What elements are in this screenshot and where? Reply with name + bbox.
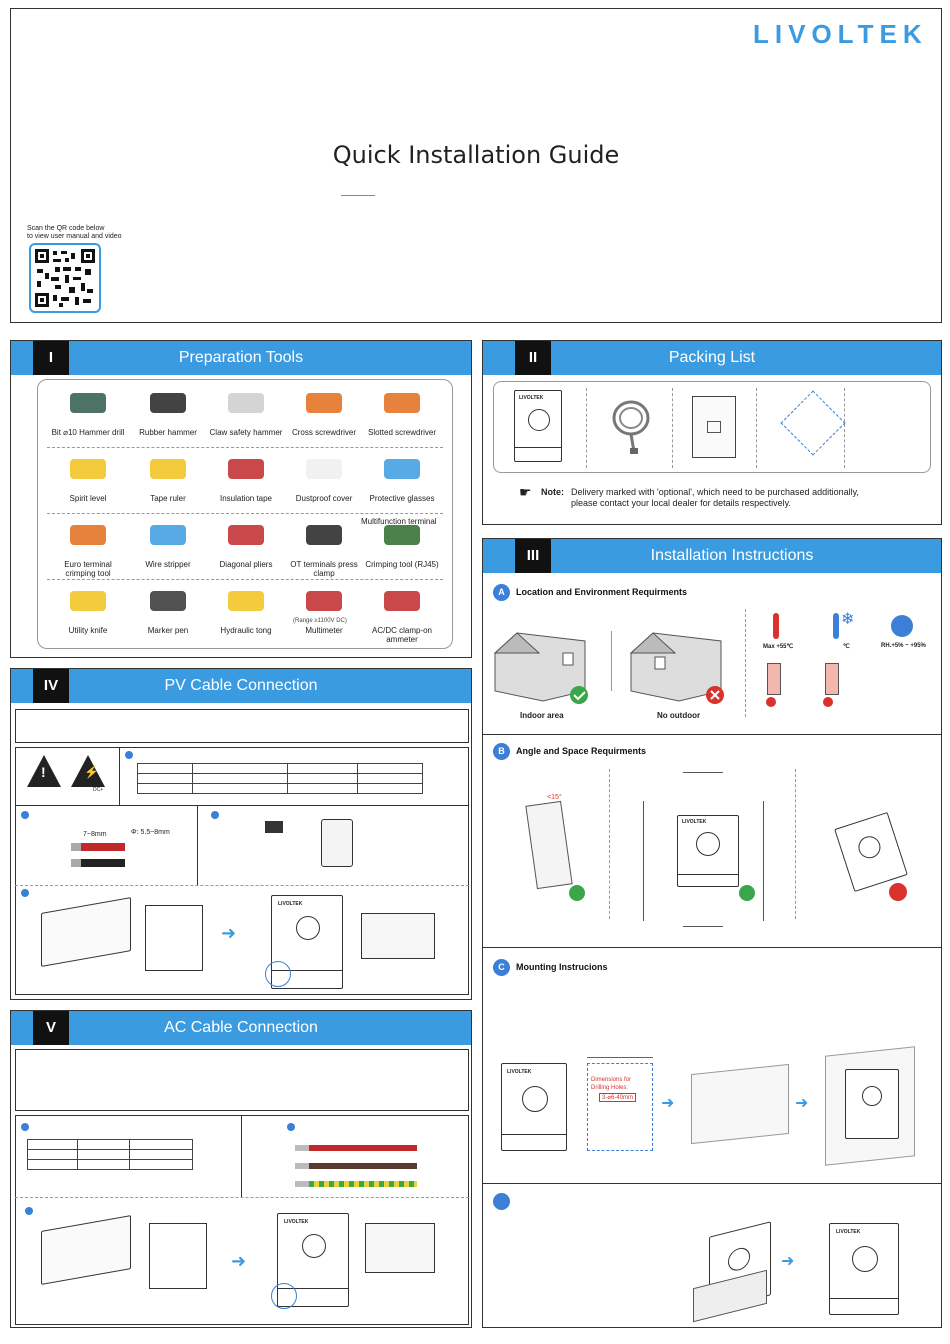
humidity-label: RH.+5% ~ +95% bbox=[881, 643, 926, 649]
ac-red-wire bbox=[295, 1145, 417, 1151]
wall-heat-icon-2 bbox=[825, 663, 839, 695]
tools-panel bbox=[10, 340, 472, 658]
section-number: V bbox=[33, 1011, 69, 1045]
tool-label: Cross screwdriver bbox=[291, 428, 356, 437]
no-icon-2 bbox=[823, 697, 833, 707]
tool-8 bbox=[285, 451, 363, 503]
tool-label: Crimping tool (RJ45) bbox=[365, 560, 439, 569]
cable-icon bbox=[606, 396, 656, 456]
pv-connector-detail bbox=[361, 913, 435, 959]
arrow-icon-2: ➜ bbox=[795, 1095, 809, 1112]
pv-zoom-circle bbox=[265, 961, 291, 987]
section-title: PV Cable Connection bbox=[164, 677, 318, 694]
snowflake-icon: ❄ bbox=[841, 611, 855, 628]
tool-label: Rubber hammer bbox=[139, 428, 197, 437]
screw-icon bbox=[372, 385, 432, 425]
multimeter-icon bbox=[321, 819, 353, 867]
tool-13 bbox=[285, 517, 363, 578]
black-cable bbox=[71, 859, 125, 867]
high-voltage-icon: ⚡ bbox=[71, 755, 105, 787]
drill-icon bbox=[58, 385, 118, 425]
step-3-dot bbox=[211, 811, 219, 819]
step-a-badge: A bbox=[493, 584, 510, 601]
arrow-icon-5: ➜ bbox=[231, 1251, 247, 1271]
step-a-title: Location and Environment Requirments bbox=[516, 587, 688, 597]
inverter-mounting: LIVOLTEK bbox=[501, 1063, 567, 1151]
pv-warning-box bbox=[15, 709, 469, 743]
ok-icon-1 bbox=[569, 885, 585, 901]
step-b-title: Angle and Space Requirments bbox=[516, 746, 647, 756]
tool-label: Spirit level bbox=[69, 494, 107, 503]
inverter-tilted bbox=[834, 812, 908, 892]
tilted-wall bbox=[525, 801, 572, 889]
tool-6 bbox=[129, 451, 207, 503]
thermometer-hot-icon bbox=[773, 613, 779, 639]
step-2-dot bbox=[21, 811, 29, 819]
tool-0 bbox=[49, 385, 127, 437]
temp-max-label: Max +55℃ bbox=[763, 644, 794, 650]
note-line-2: please contact your local dealer for details respectively. bbox=[571, 498, 791, 508]
packing-items bbox=[493, 381, 931, 473]
tool-label: Protective glasses bbox=[369, 494, 435, 503]
hydraulic-icon bbox=[216, 583, 276, 623]
ot-icon bbox=[294, 517, 354, 557]
section-number: I bbox=[33, 341, 69, 375]
tool-label: Tape ruler bbox=[150, 494, 186, 503]
tool-label: Marker pen bbox=[147, 626, 189, 635]
wall-heat-icon-1 bbox=[767, 663, 781, 695]
title-underline bbox=[341, 195, 375, 196]
ok-icon-2 bbox=[739, 885, 755, 901]
wall-drilling bbox=[691, 1064, 789, 1144]
clamp-icon bbox=[372, 583, 432, 623]
step-1-dot bbox=[125, 751, 133, 759]
glasses-icon bbox=[372, 451, 432, 491]
packing-header bbox=[483, 341, 941, 375]
cover-title: Quick Installation Guide bbox=[332, 141, 620, 169]
thermometer-cold-icon bbox=[833, 613, 839, 639]
qr-text-2: to view user manual and video bbox=[27, 233, 122, 240]
mask-icon bbox=[294, 451, 354, 491]
section-number: II bbox=[515, 341, 551, 375]
crimp-icon bbox=[58, 517, 118, 557]
tool-label: Hydraulic tong bbox=[220, 626, 272, 635]
caution-icon: ! bbox=[27, 755, 61, 787]
tool-label: Dustproof cover bbox=[295, 494, 353, 503]
tool-label: OT terminals press clamp bbox=[290, 560, 358, 578]
drill-line-1: Dimensions for bbox=[591, 1077, 632, 1083]
multifunction-label: Multifunction terminal bbox=[361, 517, 437, 526]
packing-panel bbox=[482, 340, 942, 525]
pen-icon bbox=[138, 583, 198, 623]
step-c-title: Mounting Instrucions bbox=[516, 962, 608, 972]
temp-unit-label: ℃ bbox=[843, 644, 850, 650]
tools-header bbox=[11, 341, 471, 375]
tool-2 bbox=[207, 385, 285, 437]
section-title: Packing List bbox=[668, 349, 756, 366]
pv-panel bbox=[10, 668, 472, 1000]
meter-icon bbox=[294, 583, 354, 623]
ac-step-1-dot bbox=[21, 1123, 29, 1131]
tool-5 bbox=[49, 451, 127, 503]
note-label: Note: bbox=[541, 487, 564, 497]
outdoor-label: No outdoor bbox=[657, 711, 701, 720]
qr-code[interactable] bbox=[29, 243, 101, 313]
arrow-icon-4: ➜ bbox=[221, 923, 237, 943]
pv-header bbox=[11, 669, 471, 703]
ac-step-2-dot bbox=[287, 1123, 295, 1131]
tool-label: Multimeter bbox=[305, 626, 343, 635]
no-icon-1 bbox=[766, 697, 776, 707]
hammer-icon bbox=[138, 385, 198, 425]
ac-step-3-dot bbox=[25, 1207, 33, 1215]
level-icon bbox=[58, 451, 118, 491]
multimeter-range: (Range ≥1100V DC) bbox=[293, 618, 347, 624]
ac-panel bbox=[10, 1010, 472, 1328]
tool-15 bbox=[49, 583, 127, 635]
tool-label: Diagonal pliers bbox=[219, 560, 273, 569]
install-header bbox=[483, 539, 941, 573]
tool-label: Insulation tape bbox=[219, 494, 273, 503]
tool-label: Claw safety hammer bbox=[209, 428, 283, 437]
step-b-badge: B bbox=[493, 743, 510, 760]
tool-3 bbox=[285, 385, 363, 437]
tool-11 bbox=[129, 517, 207, 569]
indoor-house-icon bbox=[493, 631, 593, 711]
qr-pattern-icon bbox=[35, 249, 95, 307]
indoor-label: Indoor area bbox=[520, 711, 564, 720]
section-title: Preparation Tools bbox=[178, 349, 304, 366]
humidity-icon bbox=[891, 615, 913, 637]
tool-7 bbox=[207, 451, 285, 503]
strip-length-label: 7~8mm bbox=[83, 831, 107, 838]
inverter-clearance: LIVOLTEK bbox=[677, 815, 739, 887]
step-c-badge: C bbox=[493, 959, 510, 976]
pv-inverter-front: LIVOLTEK bbox=[271, 895, 343, 989]
brand-logo: LIVOLTEK bbox=[753, 19, 928, 49]
qr-text-1: Scan the QR code below bbox=[27, 225, 105, 232]
tape-icon bbox=[138, 451, 198, 491]
tool-9 bbox=[363, 451, 441, 503]
section-title: AC Cable Connection bbox=[164, 1019, 318, 1036]
no-icon-3 bbox=[889, 883, 907, 901]
cover-panel bbox=[10, 8, 942, 323]
screw-icon bbox=[294, 385, 354, 425]
ac-header bbox=[11, 1011, 471, 1045]
claw-icon bbox=[216, 385, 276, 425]
tape2-icon bbox=[216, 451, 276, 491]
pv-terminal-detail bbox=[145, 905, 203, 971]
tool-17 bbox=[207, 583, 285, 635]
inverter-on-wall bbox=[845, 1069, 899, 1139]
tool-16 bbox=[129, 583, 207, 635]
ac-connector-detail bbox=[365, 1223, 435, 1273]
ac-ground-wire bbox=[295, 1181, 417, 1187]
pv-spec-table bbox=[137, 763, 423, 794]
section-title: Installation Instructions bbox=[650, 547, 814, 564]
ac-spec-table bbox=[27, 1139, 193, 1170]
tool-19 bbox=[363, 583, 441, 644]
angle-label: <15° bbox=[547, 794, 562, 801]
tool-label: AC/DC clamp-on ammeter bbox=[371, 626, 432, 644]
tool-4 bbox=[363, 385, 441, 437]
hand-pointer-icon: ☛ bbox=[519, 484, 532, 500]
tool-label: Euro terminal crimping tool bbox=[64, 560, 112, 578]
step-4-dot bbox=[21, 889, 29, 897]
ac-warning-box bbox=[15, 1049, 469, 1111]
tool-label: Slotted screwdriver bbox=[367, 428, 437, 437]
dc-label: DC+ bbox=[93, 787, 104, 793]
knife-icon bbox=[58, 583, 118, 623]
red-cable bbox=[71, 843, 125, 851]
note-line-1: Delivery marked with 'optional', which need to be purchased additionally, bbox=[571, 487, 859, 497]
solar-panel-icon bbox=[265, 821, 283, 833]
tool-12 bbox=[207, 517, 285, 569]
outdoor-house-icon bbox=[629, 631, 729, 711]
ac-brown-wire bbox=[295, 1163, 417, 1169]
diameter-label: Φ: 5.5~8mm bbox=[131, 829, 170, 836]
tool-label: Utility knife bbox=[68, 626, 108, 635]
install-panel bbox=[482, 538, 942, 1328]
arrow-icon-3: ➜ bbox=[781, 1253, 795, 1270]
drill-line-3: 3-⌀6-40mm bbox=[599, 1093, 636, 1102]
section-number: III bbox=[515, 539, 551, 573]
tool-label: Wire stripper bbox=[145, 560, 191, 569]
tool-1 bbox=[129, 385, 207, 437]
pliers-icon bbox=[216, 517, 276, 557]
section-number: IV bbox=[33, 669, 69, 703]
manual-icon bbox=[692, 396, 736, 458]
drill-line-2: Drilling Holes: bbox=[591, 1085, 629, 1091]
ac-terminal-detail bbox=[149, 1223, 207, 1289]
step-d-badge bbox=[493, 1193, 510, 1210]
tool-10 bbox=[49, 517, 127, 578]
inverter-final: LIVOLTEK bbox=[829, 1223, 899, 1315]
packing-inverter: LIVOLTEK bbox=[514, 390, 562, 462]
ac-zoom-circle bbox=[271, 1283, 297, 1309]
tool-label: Bit ⌀10 Hammer drill bbox=[51, 428, 125, 437]
ac-inverter-front: LIVOLTEK bbox=[277, 1213, 349, 1307]
tool-18 bbox=[285, 583, 363, 635]
arrow-icon-1: ➜ bbox=[661, 1095, 675, 1112]
certificate-icon bbox=[780, 390, 845, 455]
strip-icon bbox=[138, 517, 198, 557]
